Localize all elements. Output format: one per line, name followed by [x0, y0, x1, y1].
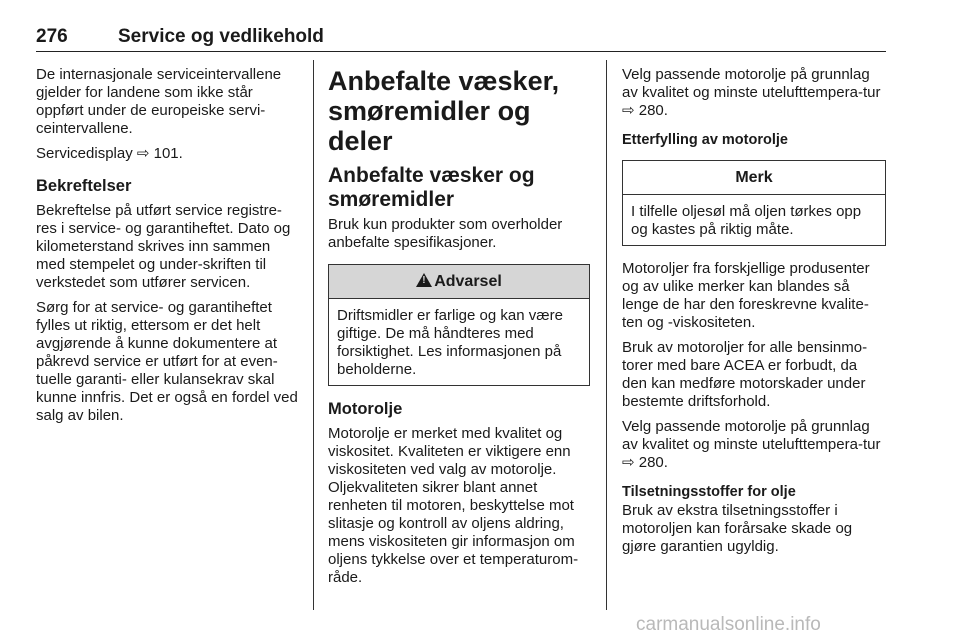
bekreftelser-paragraph-2: Sørg for at service- og garantiheftet fylles ut riktig, ettersom er det helt avgjørende å kunne dokumentere at påkrevd service er utført for at even-tuelle garanti- eller kulansekrav skal kunne innfris. Det er også en fordel ved salg av bilen. [36, 299, 298, 424]
note-box-header: Merk [623, 161, 885, 195]
column-divider [313, 60, 314, 610]
note-box [622, 160, 886, 246]
note-text: I tilfelle oljesøl må oljen tørkes opp og kastes på riktig måte. [631, 203, 862, 238]
bekreftelser-paragraph-1: Bekreftelse på utført service registre-res i service- og garantiheftet. Dato og kilometerstand skrives inn sammen med stempelet og under-skriften til verkstedet som utfører servicen. [36, 202, 291, 291]
heading-bekreftelser: Bekreftelser [36, 177, 132, 195]
main-heading: Anbefalte væsker, smøremidler og deler [328, 66, 560, 156]
column-right [622, 66, 886, 563]
motorolje-choice-paragraph: Velg passende motorolje på grunnlag av kvalitet og minste utelufttempera-tur ⇨ 280. [622, 66, 881, 119]
sub-heading: Anbefalte væsker og smøremidler [328, 164, 535, 211]
warning-box-body [329, 299, 589, 385]
column-middle [328, 66, 590, 594]
warning-text: Driftsmidler er farlige og kan være giftige. De må håndteres med forsiktighet. Les informasjonen på beholderne. [337, 307, 563, 378]
page-header [36, 26, 886, 52]
warning-box-header [329, 265, 589, 299]
tilsetning-paragraph: Bruk av ekstra tilsetningsstoffer i motoroljen kan forårsake skade og gjøre garantien ugyldig. [622, 502, 853, 555]
acea-paragraph: Bruk av motoroljer for alle bensinmo-torer med bare ACEA er forbudt, da den kan medføre motorskader under bestemte driftsforhold. [622, 339, 868, 410]
warning-box [328, 264, 590, 386]
warning-triangle-icon [416, 273, 432, 287]
warning-title: Advarsel [434, 273, 502, 290]
mixing-paragraph: Motoroljer fra forskjellige produsenter og av ulike merker kan blandes så lenge de har den foreskrevne kvalite-ten og -viskositeten. [622, 260, 870, 331]
motorolje-choice-paragraph-2: Velg passende motorolje på grunnlag av kvalitet og minste utelufttempera-tur ⇨ 280. [622, 418, 881, 471]
specifications-paragraph: Bruk kun produkter som overholder anbefalte spesifikasjoner. [328, 216, 563, 251]
heading-motorolje: Motorolje [328, 400, 403, 418]
column-divider [606, 60, 607, 610]
intro-paragraph: De internasjonale serviceintervallene gjelder for landene som ikke står oppført under de europeiske servi-ceintervallene. [36, 66, 282, 137]
servicedisplay-reference: Servicedisplay ⇨ 101. [36, 145, 183, 162]
column-left [36, 66, 298, 432]
motorolje-paragraph: Motorolje er merket med kvalitet og viskositet. Kvaliteten er viktigere enn viskositeten ved valg av motorolje. Oljekvaliteten sikrer blant annet renheten til motoren, beskyttelse mot slitasje og kontroll av oljens aldring, mens viskositeten gir informasjon om oljens tykkelse over et temperaturom-råde. [328, 425, 579, 586]
page-number: 276 [36, 26, 68, 47]
heading-tilsetning: Tilsetningsstoffer for olje [622, 484, 796, 500]
page-title: Service og vedlikehold [118, 26, 324, 47]
watermark: carmanualsonline.info [636, 614, 821, 635]
note-box-body [623, 195, 885, 245]
heading-etterfylling: Etterfylling av motorolje [622, 132, 788, 148]
